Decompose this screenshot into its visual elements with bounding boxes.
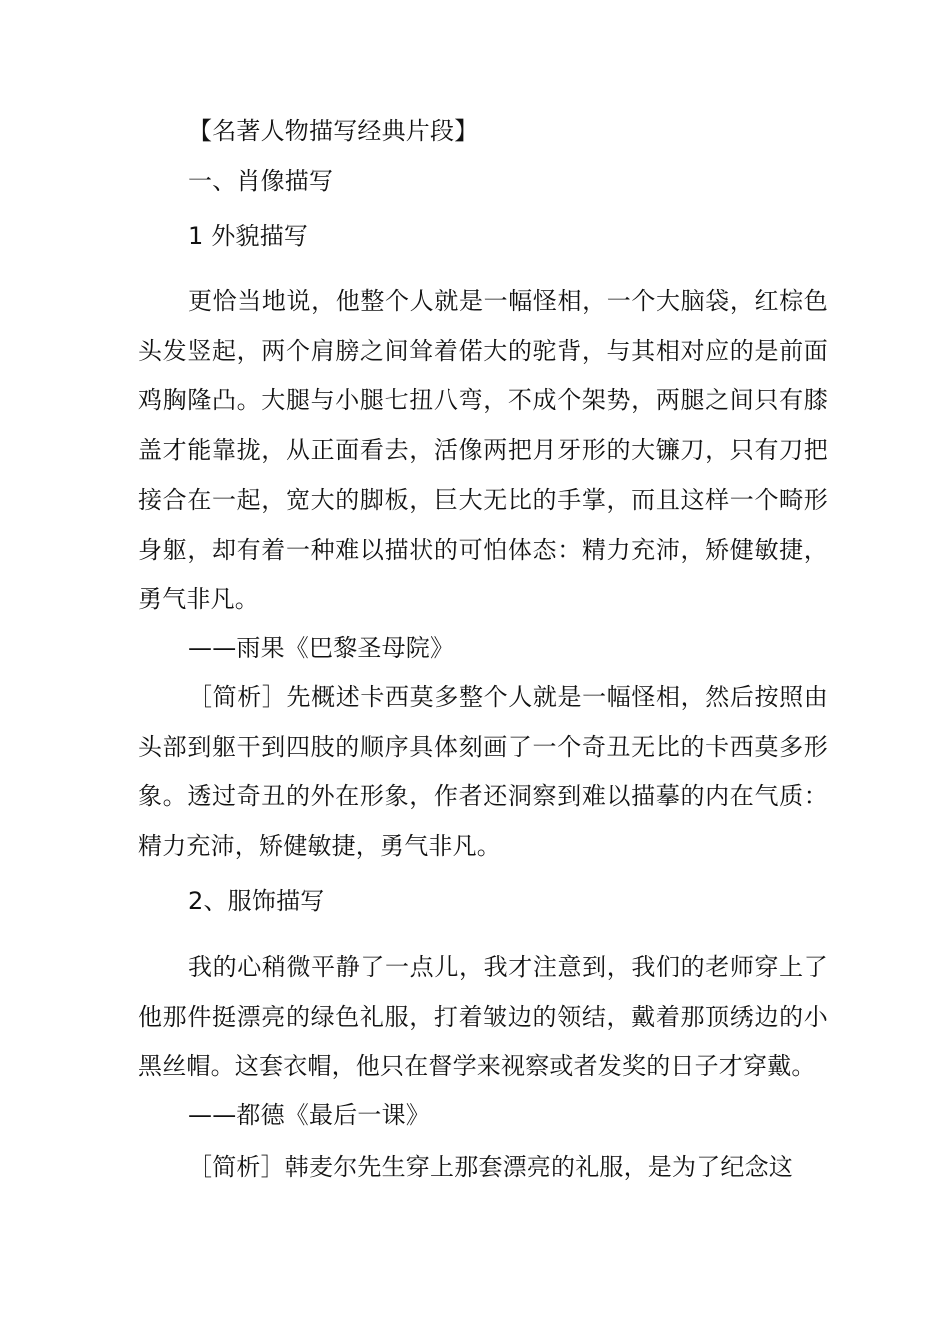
section-heading-portrait: 一、肖像描写 (188, 167, 334, 195)
analysis-quasimodo: ［简析］先概述卡西莫多整个人就是一幅怪相，然后按照由头部到躯干到四肢的顺序具体刻画了一个奇丑无比的卡西莫多形象。透过奇丑的外在形象，作者还洞察到难以描摹的内在气质：精力充沛，矫健敏捷，勇气非凡。 (138, 683, 828, 861)
document-title: 【名著人物描写经典片段】 (188, 117, 479, 145)
source-citation-daudet: ——都德《最后一课》 (188, 1101, 430, 1129)
subsection-heading-appearance: 1 外貌描写 (188, 222, 309, 250)
passage-last-lesson: 我的心稍微平静了一点儿，我才注意到，我们的老师穿上了他那件挺漂亮的绿色礼服，打着皱边的领结，戴着那顶绣边的小黑丝帽。这套衣帽，他只在督学来视察或者发奖的日子才穿戴。 (138, 953, 828, 1081)
subsection-heading-clothing: 2、服饰描写 (188, 887, 325, 915)
source-citation-hugo: ——雨果《巴黎圣母院》 (188, 634, 455, 662)
analysis-last-lesson: ［简析］韩麦尔先生穿上那套漂亮的礼服，是为了纪念这 (188, 1153, 793, 1181)
passage-quasimodo: 更恰当地说，他整个人就是一幅怪相，一个大脑袋，红棕色头发竖起，两个肩膀之间耸着偌大的驼背，与其相对应的是前面鸡胸隆凸。大腿与小腿七扭八弯，不成个架势，两腿之间只有膝盖才能靠拢，从正面看去，活像两把月牙形的大镰刀，只有刀把接合在一起，宽大的脚板，巨大无比的手掌，而且这样一个畸形身躯，却有着一种难以描状的可怕体态：精力充沛，矫健敏捷，勇气非凡。 (138, 287, 828, 614)
